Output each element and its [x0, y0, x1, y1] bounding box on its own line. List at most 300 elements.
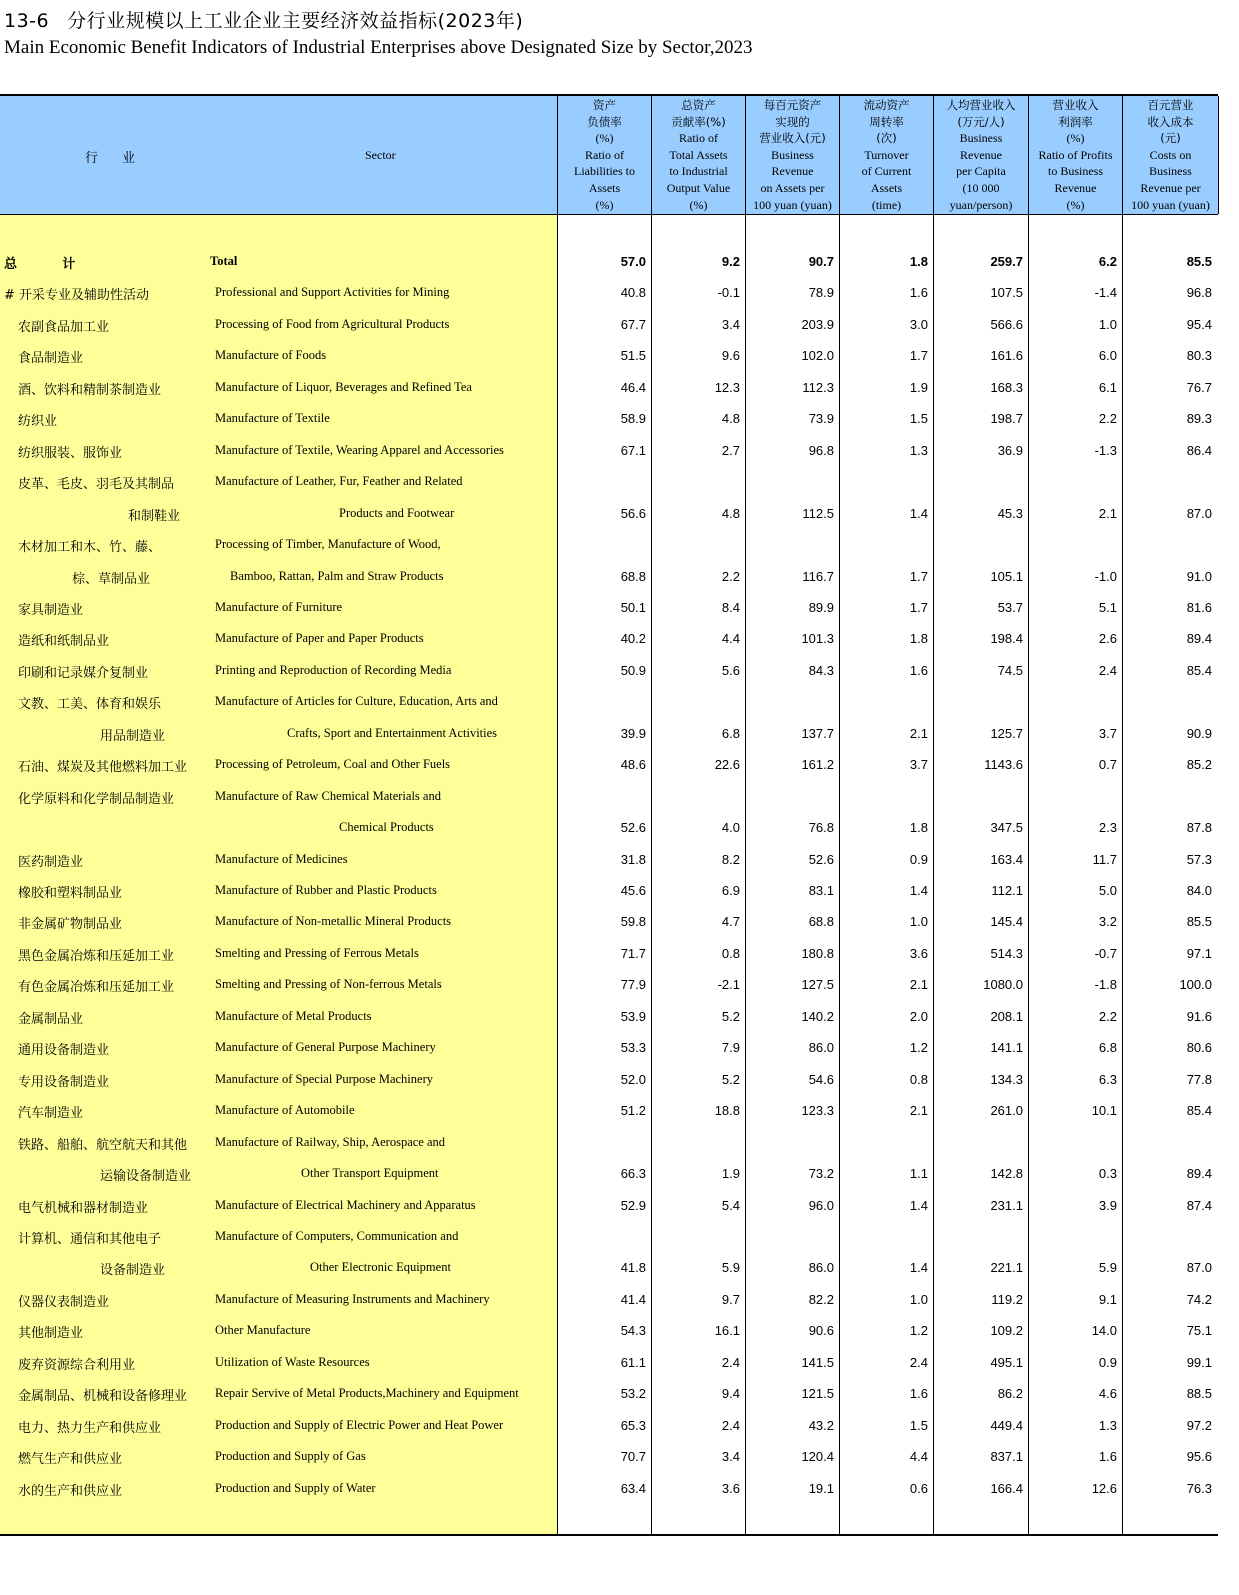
- header-line: (%): [1066, 131, 1085, 146]
- value-cell: 88.5: [1186, 1386, 1212, 1402]
- header-line: per Capita: [956, 164, 1006, 179]
- value-cell: 1.3: [1098, 1417, 1117, 1433]
- value-cell: 3.0: [909, 316, 928, 332]
- table-title-en: Main Economic Benefit Indicators of Industrial Enterprises above Designated Size by Sector,2023: [4, 37, 753, 58]
- header-line: 100 yuan (yuan): [753, 197, 832, 212]
- value-cell: 96.8: [1186, 285, 1212, 301]
- header-line: Business: [1149, 164, 1192, 179]
- value-cell: 4.7: [721, 914, 740, 930]
- value-cell: 1.8: [909, 631, 928, 647]
- value-cell: 83.1: [808, 883, 834, 898]
- value-cell: 41.8: [620, 1260, 646, 1276]
- header-line: Business: [771, 147, 814, 162]
- value-cell: 11.7: [1092, 851, 1117, 867]
- sector-name-en: Manufacture of Rubber and Plastic Products: [215, 883, 437, 897]
- value-cell: 5.2: [721, 1008, 740, 1024]
- table-row: [0, 844, 1218, 875]
- value-cell: 36.9: [997, 442, 1023, 458]
- header-line: 百元营业: [1147, 98, 1194, 112]
- value-cell: 1.4: [909, 1197, 928, 1213]
- value-cell: 2.1: [909, 977, 928, 993]
- value-cell: 18.8: [714, 1103, 740, 1119]
- value-cell: 3.4: [721, 1449, 740, 1465]
- value-cell: 67.1: [620, 442, 646, 458]
- value-cell: 1.7: [909, 599, 928, 615]
- value-cell: 1.6: [1098, 1449, 1117, 1465]
- sector-name-en: Products and Footwear: [339, 505, 455, 520]
- value-cell: 208.1: [990, 1008, 1023, 1024]
- value-cell: 0.9: [909, 851, 928, 867]
- value-cell: 1.1: [909, 1166, 928, 1182]
- sector-name-cn: 化学原料和化学制品制造业: [18, 791, 175, 807]
- sector-name-cn: 金属制品、机械和设备修理业: [18, 1389, 188, 1405]
- header-line: (元): [1160, 131, 1181, 146]
- table-row: [0, 1252, 1218, 1283]
- value-cell: 2.1: [909, 1103, 928, 1119]
- sector-name-en: Other Electronic Equipment: [310, 1260, 451, 1275]
- sector-name-en: Manufacture of Medicines: [215, 851, 348, 866]
- header-line: 利润率: [1058, 114, 1093, 129]
- value-cell: 52.6: [808, 851, 834, 867]
- value-cell: 1.8: [909, 254, 928, 269]
- value-cell: 107.5: [990, 285, 1023, 301]
- value-cell: 12.6: [1091, 1480, 1117, 1496]
- value-cell: 145.4: [990, 914, 1023, 930]
- sector-name-cn: 酒、饮料和精制茶制造业: [18, 382, 162, 398]
- value-cell: 6.3: [1098, 1071, 1117, 1087]
- sector-name-en: Other Transport Equipment: [301, 1166, 439, 1181]
- value-cell: 449.4: [990, 1417, 1023, 1433]
- value-cell: 1.7: [909, 568, 928, 584]
- value-cell: 66.3: [620, 1166, 646, 1182]
- header-sector-en: Sector: [365, 148, 396, 162]
- sector-name-cn: 有色金属冶炼和压延加工业: [18, 980, 175, 996]
- sector-name-en: Crafts, Sport and Entertainment Activities: [287, 725, 498, 740]
- value-cell: 5.6: [721, 662, 740, 678]
- value-cell: 2.2: [1098, 1008, 1117, 1024]
- value-cell: 9.7: [721, 1291, 740, 1307]
- value-cell: 1.8: [909, 820, 928, 836]
- sector-name-cn: 废弃资源综合利用业: [18, 1357, 136, 1373]
- value-cell: 140.2: [801, 1008, 834, 1024]
- sector-name-en: Production and Supply of Gas: [215, 1449, 366, 1464]
- header-line: 周转率: [869, 114, 904, 129]
- sector-name-en: Other Manufacture: [215, 1323, 311, 1338]
- value-cell: 16.1: [714, 1323, 740, 1339]
- value-cell: 81.6: [1186, 599, 1212, 615]
- value-cell: 80.6: [1186, 1040, 1212, 1056]
- table-row: [0, 1378, 1218, 1409]
- value-cell: 0.3: [1098, 1166, 1117, 1182]
- value-cell: 6.9: [721, 883, 740, 898]
- header-line: Ratio of: [585, 147, 624, 162]
- value-cell: 86.4: [1186, 442, 1212, 458]
- value-cell: 54.6: [808, 1071, 834, 1087]
- value-cell: 6.0: [1098, 348, 1117, 364]
- value-cell: 89.3: [1186, 411, 1212, 427]
- value-cell: 4.0: [721, 820, 740, 836]
- sector-name-cn: 用品制造业: [100, 728, 166, 744]
- value-cell: 6.8: [1098, 1040, 1117, 1056]
- value-cell: 90.6: [808, 1323, 834, 1339]
- value-cell: 0.8: [721, 945, 740, 961]
- value-cell: 2.2: [1098, 411, 1117, 427]
- table-row: [0, 309, 1218, 340]
- value-cell: 4.8: [721, 411, 740, 427]
- value-cell: 51.2: [620, 1103, 646, 1119]
- value-cell: 1.4: [909, 883, 928, 898]
- value-cell: 2.1: [1098, 505, 1117, 521]
- value-cell: 102.0: [801, 348, 834, 364]
- value-cell: 84.3: [808, 662, 834, 678]
- sector-name-cn: 计算机、通信和其他电子: [18, 1231, 162, 1247]
- table-row: [0, 781, 1218, 812]
- value-cell: 5.4: [721, 1197, 740, 1213]
- table-row: [0, 529, 1218, 560]
- table-row: [0, 906, 1218, 937]
- value-cell: 3.6: [909, 945, 928, 961]
- sector-name-cn: 电力、热力生产和供应业: [18, 1420, 162, 1436]
- value-cell: 39.9: [620, 725, 646, 741]
- value-cell: 231.1: [990, 1197, 1023, 1213]
- header-rule: [0, 214, 1218, 215]
- sector-name-cn: 电气机械和器材制造业: [18, 1200, 149, 1216]
- sector-name-cn: 和制鞋业: [128, 508, 181, 524]
- table-row: [0, 1095, 1218, 1126]
- value-cell: -1.4: [1094, 285, 1117, 301]
- value-cell: 514.3: [990, 945, 1023, 961]
- value-cell: 1.6: [909, 662, 928, 678]
- value-cell: 1.2: [909, 1323, 928, 1339]
- value-cell: 2.0: [909, 1008, 928, 1024]
- header-line: Revenue: [960, 147, 1002, 162]
- value-cell: 71.7: [620, 945, 646, 961]
- sector-name-en: Total: [210, 254, 238, 268]
- sector-name-cn: 造纸和纸制品业: [18, 634, 110, 650]
- sector-name-en: Manufacture of Textile: [215, 411, 330, 426]
- value-cell: 70.7: [620, 1449, 646, 1465]
- sector-name-cn: 黑色金属冶炼和压延加工业: [18, 948, 175, 964]
- value-cell: 8.4: [721, 599, 740, 615]
- header-sector-cn: 行 业: [85, 151, 146, 166]
- value-cell: 161.2: [801, 757, 834, 773]
- value-cell: 74.5: [997, 662, 1023, 678]
- value-cell: -1.0: [1094, 568, 1117, 584]
- value-cell: 198.4: [990, 631, 1023, 647]
- value-cell: 63.4: [620, 1480, 646, 1496]
- header-line: (%): [689, 197, 708, 212]
- value-cell: 65.3: [620, 1417, 646, 1433]
- header-column-1: [558, 97, 651, 213]
- sector-name-en: Utilization of Waste Resources: [215, 1354, 370, 1369]
- sector-name-en: Manufacture of Furniture: [215, 599, 343, 614]
- table-row: [0, 655, 1218, 686]
- value-cell: 52.0: [620, 1071, 646, 1087]
- value-cell: 5.9: [721, 1260, 740, 1276]
- value-cell: 43.2: [808, 1417, 834, 1433]
- table-row: [0, 1441, 1218, 1472]
- sector-name-cn: 文教、工美、体育和娱乐: [18, 697, 162, 713]
- value-cell: 91.0: [1186, 568, 1212, 584]
- sector-name-en: Manufacture of Leather, Fur, Feather and Related: [215, 474, 463, 489]
- value-cell: 74.2: [1186, 1291, 1212, 1307]
- table-row: [0, 718, 1218, 749]
- sector-name-en: Professional and Support Activities for Mining: [215, 285, 450, 300]
- value-cell: 9.4: [721, 1386, 740, 1402]
- value-cell: 100.0: [1179, 977, 1212, 993]
- sector-name-cn: 水的生产和供应业: [18, 1483, 123, 1499]
- header-line: Ratio of Profits: [1038, 147, 1113, 162]
- value-cell: 10.1: [1091, 1103, 1117, 1119]
- value-cell: 90.9: [1186, 725, 1212, 741]
- sector-name-en: Processing of Food from Agricultural Products: [215, 316, 450, 331]
- table-row: [0, 1473, 1218, 1504]
- value-cell: 0.8: [909, 1071, 928, 1087]
- value-cell: 9.1: [1098, 1291, 1117, 1307]
- sector-name-cn: 燃气生产和供应业: [18, 1452, 123, 1468]
- table-row: [0, 1284, 1218, 1315]
- sector-name-cn: 专用设备制造业: [18, 1074, 110, 1090]
- value-cell: 76.3: [1186, 1480, 1212, 1496]
- sector-name-en: Printing and Reproduction of Recording Media: [215, 662, 452, 677]
- value-cell: 105.1: [990, 568, 1023, 584]
- table-row: [0, 1190, 1218, 1221]
- header-column-3: [746, 97, 839, 213]
- value-cell: 2.4: [721, 1417, 740, 1433]
- value-cell: 1.4: [909, 505, 928, 521]
- value-cell: 2.7: [721, 442, 740, 458]
- value-cell: 2.2: [721, 568, 740, 584]
- value-cell: 221.1: [990, 1260, 1023, 1276]
- header-line: Output Value: [666, 180, 731, 195]
- value-cell: 40.2: [620, 631, 646, 647]
- value-cell: 45.3: [997, 505, 1023, 521]
- value-cell: 566.6: [990, 316, 1023, 332]
- value-cell: -0.7: [1094, 945, 1117, 961]
- value-cell: 22.6: [714, 757, 740, 773]
- header-line: (%): [595, 131, 614, 146]
- value-cell: 3.7: [909, 757, 928, 773]
- header-line: 收入成本: [1147, 114, 1194, 129]
- value-cell: 837.1: [990, 1449, 1023, 1465]
- value-cell: 97.2: [1186, 1417, 1212, 1433]
- sector-name-en: Repair Servive of Metal Products,Machinery and Equipment: [215, 1386, 519, 1401]
- value-cell: 95.4: [1186, 316, 1212, 332]
- value-cell: 4.6: [1098, 1386, 1117, 1402]
- sector-name-en: Manufacture of Computers, Communication and: [215, 1228, 459, 1243]
- value-cell: 85.5: [1186, 914, 1212, 930]
- value-cell: 86.0: [808, 1040, 834, 1056]
- header-column-2: [652, 97, 745, 213]
- total-row: [0, 246, 1218, 277]
- table-row: [0, 466, 1218, 497]
- value-cell: 120.4: [801, 1449, 834, 1465]
- value-cell: 73.2: [808, 1166, 834, 1182]
- value-cell: 85.4: [1186, 662, 1212, 678]
- value-cell: 123.3: [801, 1103, 834, 1119]
- value-cell: 3.7: [1098, 725, 1117, 741]
- value-cell: 4.4: [909, 1449, 928, 1465]
- value-cell: 96.8: [808, 442, 834, 458]
- sector-name-cn: 棕、草制品业: [72, 571, 151, 587]
- value-cell: 1.0: [1098, 316, 1117, 332]
- value-cell: 1.0: [909, 1291, 928, 1307]
- value-cell: 163.4: [990, 851, 1023, 867]
- value-cell: 5.2: [721, 1071, 740, 1087]
- value-cell: 46.4: [620, 379, 646, 395]
- value-cell: 1.6: [909, 285, 928, 301]
- value-cell: 76.8: [808, 820, 834, 836]
- sector-name-cn: 其他制造业: [18, 1326, 84, 1342]
- value-cell: 116.7: [802, 568, 834, 584]
- table-row: [0, 403, 1218, 434]
- value-cell: -1.8: [1094, 977, 1117, 993]
- value-cell: 73.9: [808, 411, 834, 427]
- table-row: [0, 592, 1218, 623]
- sector-name-cn: 金属制品业: [18, 1011, 84, 1027]
- header-line: Ratio of: [679, 131, 718, 146]
- value-cell: 7.9: [721, 1040, 740, 1056]
- value-cell: 84.0: [1186, 883, 1212, 898]
- value-cell: 52.9: [620, 1197, 646, 1213]
- value-cell: 50.1: [620, 599, 646, 615]
- value-cell: 95.6: [1186, 1449, 1212, 1465]
- header-line: (万元/人): [957, 114, 1005, 129]
- value-cell: -1.3: [1094, 442, 1117, 458]
- value-cell: 87.0: [1186, 505, 1212, 521]
- header-line: Assets: [588, 180, 621, 195]
- value-cell: 347.5: [990, 820, 1023, 836]
- value-cell: 87.0: [1186, 1260, 1212, 1276]
- value-cell: 0.6: [909, 1480, 928, 1496]
- sector-name-cn: 非金属矿物制品业: [18, 917, 123, 933]
- table-row: [0, 623, 1218, 654]
- value-cell: 31.8: [620, 851, 646, 867]
- value-cell: 112.3: [802, 379, 834, 395]
- value-cell: 198.7: [990, 411, 1023, 427]
- value-cell: 82.2: [808, 1291, 834, 1307]
- sector-name-cn: 通用设备制造业: [18, 1043, 110, 1059]
- header-line: Costs on: [1149, 147, 1192, 162]
- sector-name-en: Manufacture of Electrical Machinery and Apparatus: [215, 1197, 476, 1212]
- header-line: 营业收入(元): [759, 131, 826, 146]
- sector-name-cn: 汽车制造业: [18, 1106, 84, 1122]
- value-cell: 8.2: [721, 851, 740, 867]
- value-cell: 1.9: [909, 379, 928, 395]
- sector-name-cn: 家具制造业: [18, 602, 84, 618]
- sector-name-cn: 医药制造业: [18, 854, 84, 870]
- value-cell: 112.1: [991, 883, 1023, 898]
- value-cell: 1.0: [909, 914, 928, 930]
- value-cell: 5.0: [1098, 883, 1117, 898]
- value-cell: 53.3: [620, 1040, 646, 1056]
- header-line: 负债率: [587, 114, 622, 129]
- header-line: Revenue per: [1140, 180, 1201, 195]
- value-cell: 2.6: [1098, 631, 1117, 647]
- value-cell: 59.8: [620, 914, 646, 930]
- value-cell: 1.5: [909, 1417, 928, 1433]
- sector-name-en: Processing of Petroleum, Coal and Other Fuels: [215, 757, 451, 772]
- value-cell: 161.6: [990, 348, 1023, 364]
- table-row: [0, 749, 1218, 780]
- value-cell: 141.5: [801, 1354, 834, 1370]
- value-cell: 142.8: [990, 1166, 1023, 1182]
- header-line: yuan/person): [949, 197, 1013, 212]
- value-cell: 99.1: [1186, 1354, 1212, 1370]
- value-cell: 6.2: [1098, 254, 1117, 269]
- value-cell: 87.4: [1186, 1197, 1212, 1213]
- table-row: [0, 1032, 1218, 1063]
- value-cell: 9.6: [721, 348, 740, 364]
- header-line: (10 000: [962, 180, 1000, 195]
- value-cell: 0.9: [1098, 1354, 1117, 1370]
- value-cell: 87.8: [1186, 820, 1212, 836]
- value-cell: 4.8: [721, 505, 740, 521]
- value-cell: 67.7: [620, 316, 646, 332]
- header-line: 资产: [593, 98, 616, 112]
- table-row: [0, 277, 1218, 308]
- value-cell: -0.1: [717, 285, 740, 301]
- sector-name-en: Manufacture of Railway, Ship, Aerospace and: [215, 1134, 446, 1149]
- table-row: [0, 1347, 1218, 1378]
- value-cell: 45.6: [620, 883, 646, 898]
- sector-name-en: Processing of Timber, Manufacture of Wood,: [215, 537, 441, 552]
- table-number: 13-6: [4, 10, 50, 32]
- header-column-7: [1123, 97, 1218, 213]
- sector-name-cn: 设备制造业: [100, 1263, 166, 1279]
- table-row: [0, 875, 1218, 906]
- sector-name-cn: 仪器仪表制造业: [18, 1294, 110, 1310]
- value-cell: 97.1: [1186, 945, 1212, 961]
- value-cell: 51.5: [620, 348, 646, 364]
- sector-name-cn: # 开采专业及辅助性活动: [4, 288, 150, 304]
- value-cell: 5.9: [1098, 1260, 1117, 1276]
- header-line: Turnover: [864, 147, 909, 162]
- sector-name-en: Manufacture of Articles for Culture, Education, Arts and: [215, 694, 498, 709]
- header-line: Revenue: [771, 164, 814, 179]
- table-row: [0, 1410, 1218, 1441]
- value-cell: 1.4: [909, 1260, 928, 1276]
- value-cell: 57.3: [1186, 851, 1212, 867]
- value-cell: 3.2: [1098, 914, 1117, 930]
- sector-name-en: Manufacture of Textile, Wearing Apparel and Accessories: [215, 442, 504, 457]
- sector-name-en: Chemical Products: [339, 820, 434, 835]
- sector-name-cn: 印刷和记录媒介复制业: [18, 665, 149, 681]
- sector-name-en: Smelting and Pressing of Non-ferrous Metals: [215, 977, 442, 992]
- value-cell: 41.4: [620, 1291, 646, 1307]
- value-cell: 58.9: [620, 411, 646, 427]
- value-cell: 2.1: [909, 725, 928, 741]
- value-cell: 54.3: [620, 1323, 646, 1339]
- value-cell: 5.1: [1098, 599, 1117, 615]
- header-line: Assets: [870, 180, 903, 195]
- sector-name-cn: 运输设备制造业: [100, 1169, 192, 1185]
- table-row: [0, 435, 1218, 466]
- value-cell: 85.4: [1186, 1103, 1212, 1119]
- value-cell: 3.4: [721, 316, 740, 332]
- value-cell: 77.9: [620, 977, 646, 993]
- header-line: (次): [876, 131, 897, 146]
- header-line: of Current: [861, 164, 912, 179]
- header-line: 100 yuan (yuan): [1131, 197, 1210, 212]
- sector-name-en: Manufacture of Raw Chemical Materials and: [215, 788, 441, 803]
- value-cell: 137.7: [801, 725, 834, 741]
- header-line: Revenue: [1054, 180, 1097, 195]
- table-row: [0, 686, 1218, 717]
- header-line: 贡献率(%): [671, 114, 726, 129]
- value-cell: 89.9: [808, 599, 834, 615]
- sector-name-cn: 木材加工和木、竹、藤、: [18, 540, 162, 556]
